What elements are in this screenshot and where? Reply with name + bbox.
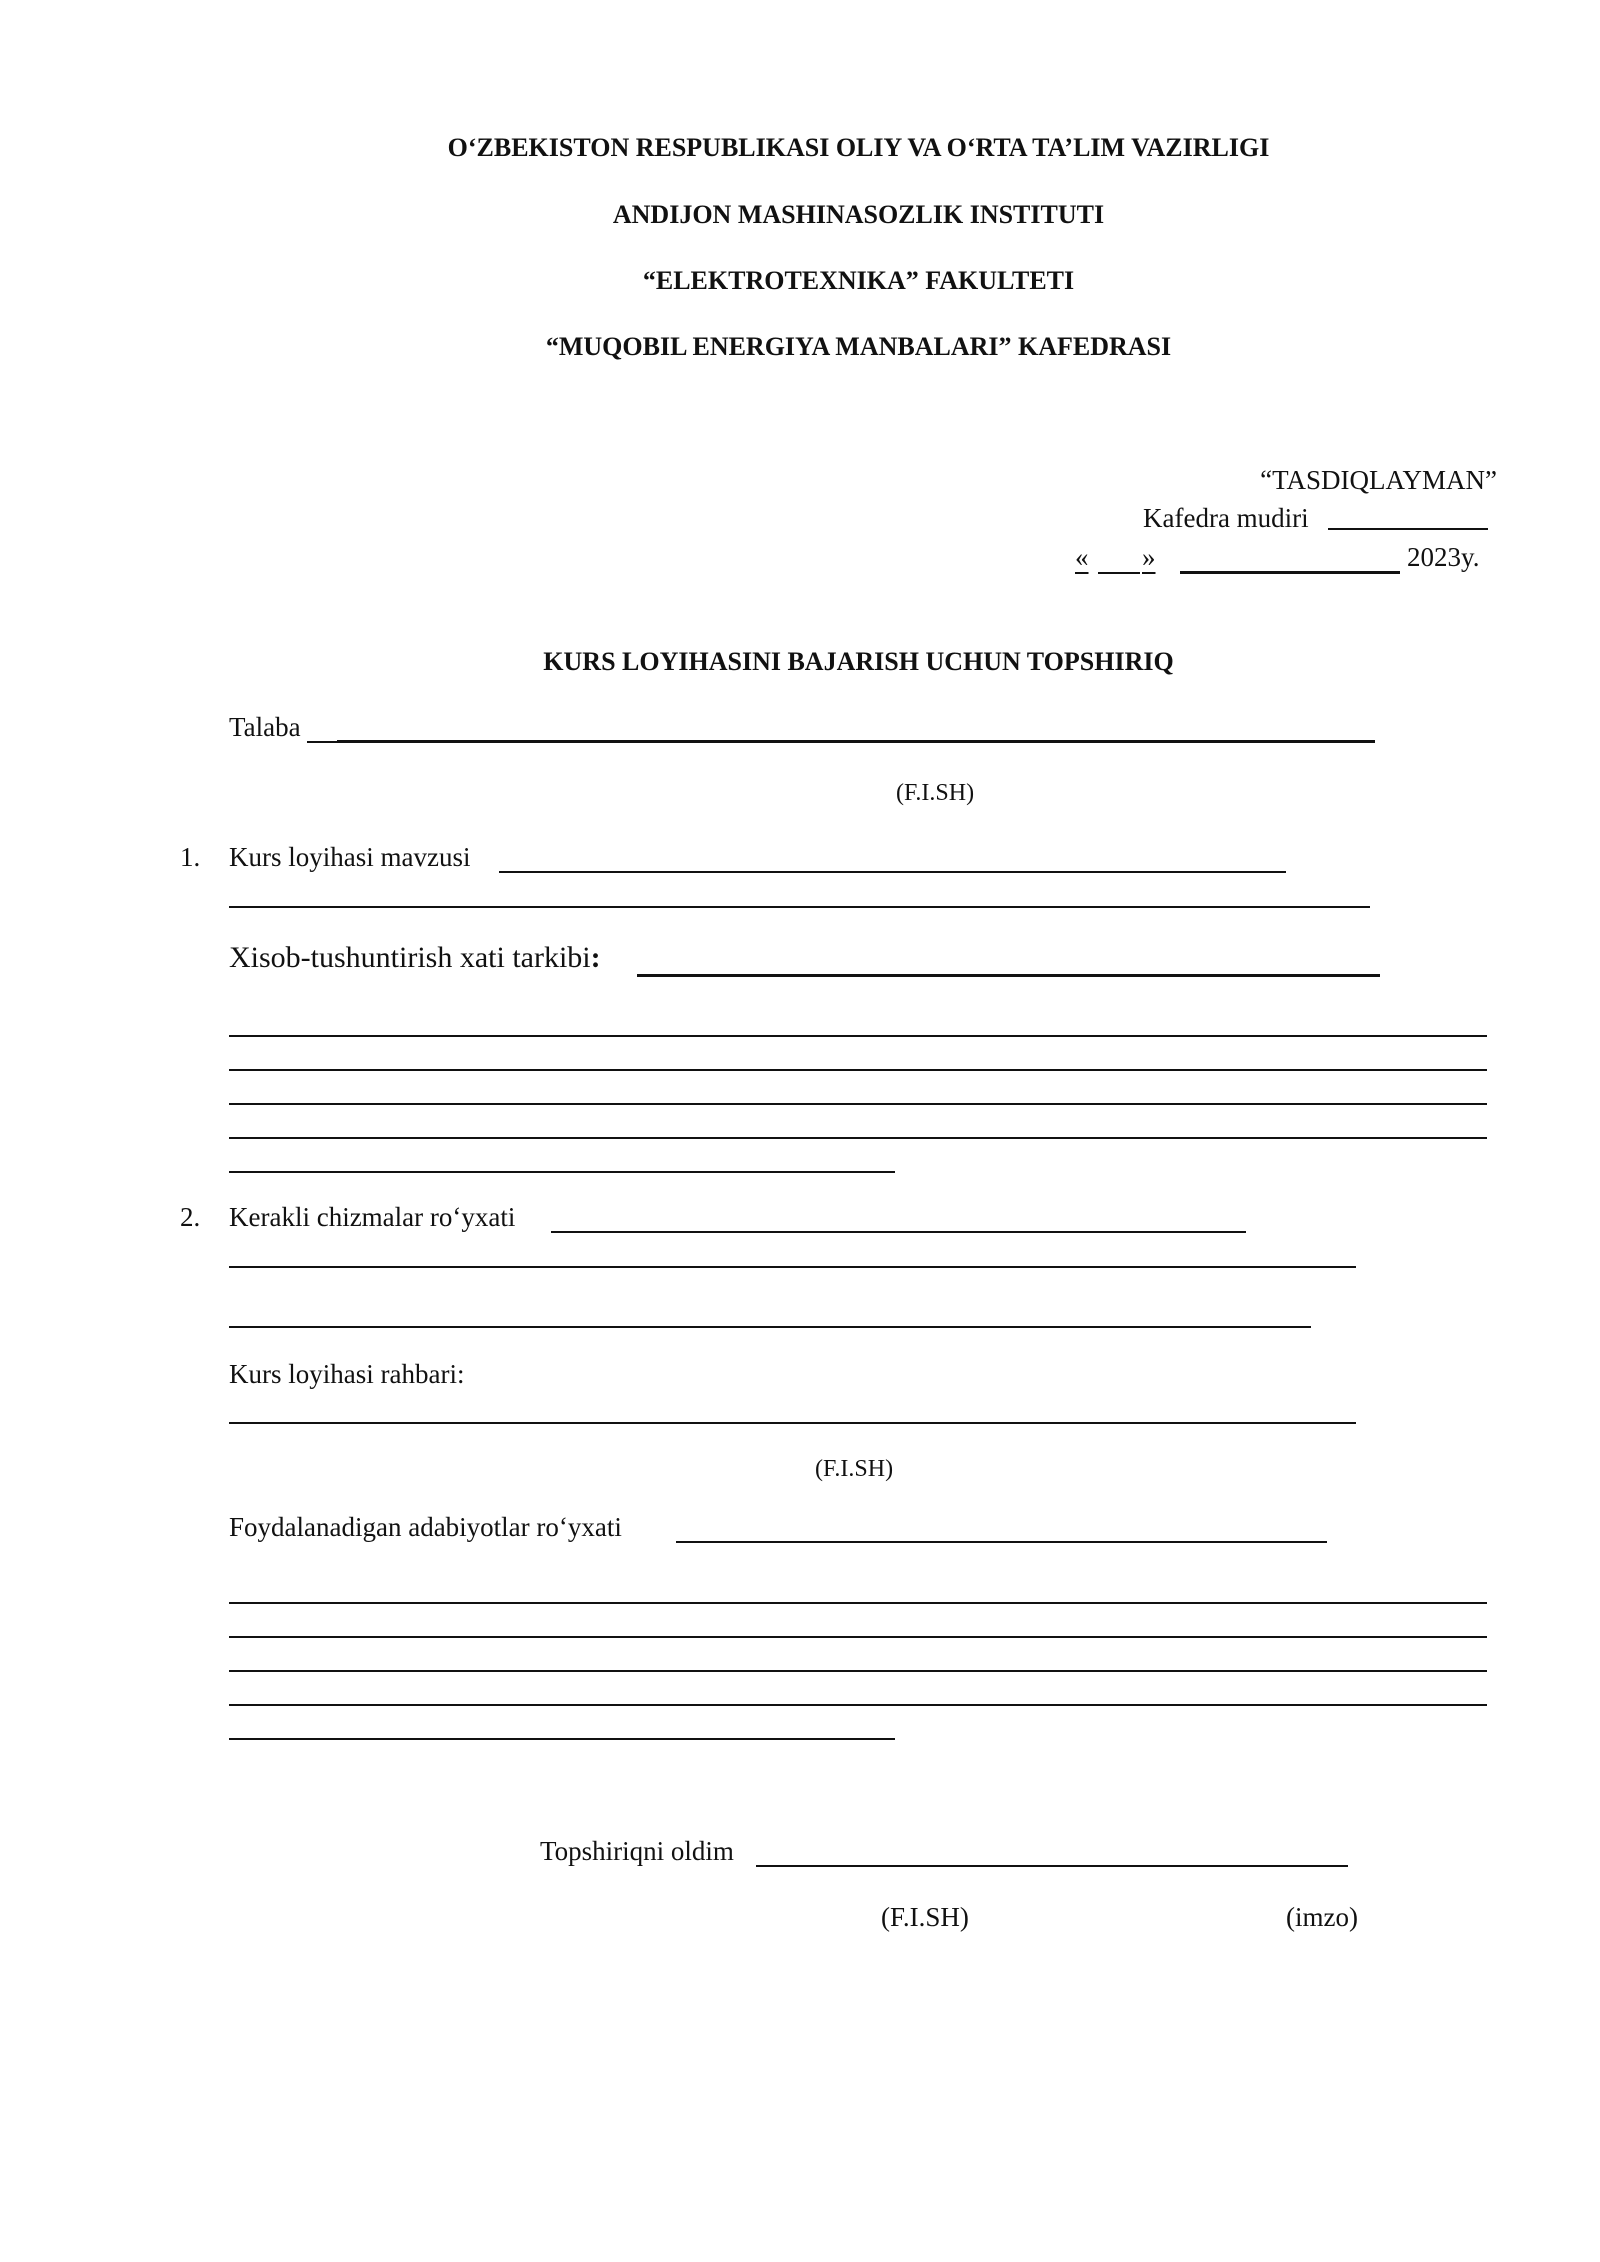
date-month-line[interactable] [1180, 571, 1400, 574]
item2-number: 2. [180, 1202, 201, 1232]
received-name-line[interactable] [756, 1865, 1348, 1867]
approval-year: 2023y. [1407, 542, 1480, 572]
report-line-1[interactable] [229, 1035, 1487, 1037]
report-label: Xisob-tushuntirish xati tarkibi: [229, 941, 601, 974]
supervisor-label: Kurs loyihasi rahbari: [229, 1359, 465, 1389]
literature-line[interactable] [676, 1541, 1327, 1543]
report-line-3[interactable] [229, 1103, 1487, 1105]
student-line-prefix [307, 741, 337, 743]
literature-line-4[interactable] [229, 1704, 1487, 1706]
literature-line-5[interactable] [229, 1738, 895, 1740]
received-label: Topshiriqni oldim [540, 1836, 734, 1866]
date-day-line[interactable] [1098, 572, 1140, 574]
signature-note: (imzo) [1286, 1902, 1358, 1932]
literature-line-1[interactable] [229, 1602, 1487, 1604]
item1-number: 1. [180, 842, 201, 872]
assignment-title: KURS LOYIHASINI BAJARISH UCHUN TOPSHIRIQ [543, 647, 1174, 676]
department-heading: “MUQOBIL ENERGIYA MANBALARI” KAFEDRASI [545, 332, 1172, 361]
drawings-line-3[interactable] [229, 1326, 1311, 1328]
ministry-heading: O‘ZBEKISTON RESPUBLIKASI OLIY VA O‘RTA TA’LIM VAZIRLIGI [447, 133, 1270, 162]
item2-label: Kerakli chizmalar ro‘yxati [229, 1202, 516, 1232]
literature-label: Foydalanadigan adabiyotlar ro‘yxati [229, 1512, 622, 1542]
project-topic-line-2[interactable] [229, 906, 1370, 908]
student-name-line[interactable] [337, 740, 1375, 743]
literature-line-2[interactable] [229, 1636, 1487, 1638]
supervisor-name-line[interactable] [229, 1422, 1356, 1424]
received-fish-note: (F.I.SH) [881, 1902, 969, 1932]
report-colon: : [590, 941, 601, 974]
report-line-4[interactable] [229, 1137, 1487, 1139]
date-open-quote: « [1075, 542, 1089, 572]
institute-heading: ANDIJON MASHINASOZLIK INSTITUTI [612, 200, 1105, 229]
faculty-heading: “ELEKTROTEXNIKA” FAKULTETI [642, 266, 1075, 295]
department-head-label: Kafedra mudiri [1143, 503, 1309, 533]
project-topic-line[interactable] [499, 871, 1286, 873]
date-close-quote: » [1142, 542, 1156, 572]
student-label: Talaba [229, 712, 301, 742]
report-line-2[interactable] [229, 1069, 1487, 1071]
report-line-5[interactable] [229, 1171, 895, 1173]
supervisor-fish-note: (F.I.SH) [815, 1456, 894, 1482]
approval-title: “TASDIQLAYMAN” [1260, 465, 1497, 495]
drawings-line[interactable] [551, 1231, 1246, 1233]
student-fish-note: (F.I.SH) [896, 780, 975, 806]
literature-line-3[interactable] [229, 1670, 1487, 1672]
item1-label: Kurs loyihasi mavzusi [229, 842, 471, 872]
department-head-signature-line[interactable] [1328, 528, 1488, 530]
report-line[interactable] [637, 974, 1380, 977]
drawings-line-2[interactable] [229, 1266, 1356, 1268]
